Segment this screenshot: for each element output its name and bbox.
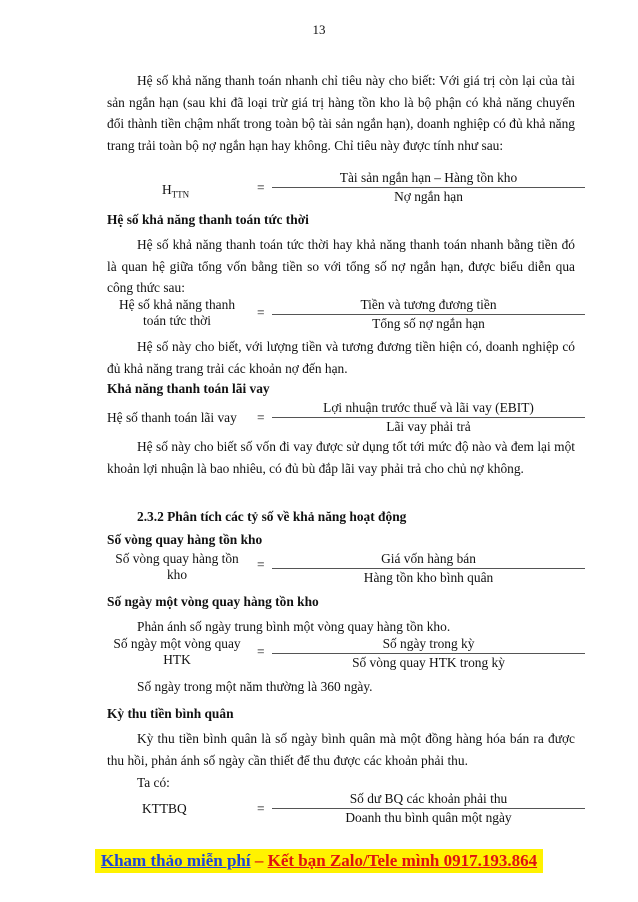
formula-inventory-turnover-lhs — [107, 551, 247, 583]
formula-immediate-lhs-line2: toán tức thời — [143, 313, 211, 328]
formula-inventory-turnover-numerator: Giá vốn hàng bán — [381, 551, 476, 566]
formula-httn-lhs-sub: TTN — [171, 189, 190, 200]
formula-inventory-turnover — [107, 551, 585, 587]
inventory-days-paragraph: Phản ánh số ngày trung bình một vòng quay hàng tồn kho. — [137, 619, 451, 634]
formula-inventory-days-denominator: Số vòng quay HTK trong kỳ — [352, 655, 505, 670]
immediate-paragraph: Hệ số khả năng thanh toán tức thời hay khả năng thanh toán nhanh bằng tiền đó là quan hệ giữa tổng vốn bằng tiền so với tổng số nợ ngắn hạn, được biểu diễn qua công thức sau: — [107, 237, 575, 295]
formula-collection-eq: = — [257, 801, 265, 816]
formula-httn-lhs-main: H — [162, 182, 172, 197]
formula-inventory-turnover-lhs-line1: Số vòng quay hàng tồn — [115, 551, 239, 566]
promo-dash: – — [250, 851, 268, 870]
formula-inventory-days-lhs — [107, 636, 247, 668]
formula-httn-fraction-line — [272, 187, 585, 188]
formula-immediate-fraction-line — [272, 314, 585, 315]
formula-httn — [107, 170, 585, 206]
heading-activity: 2.3.2 Phân tích các tỷ số về khả năng hoạt động — [137, 509, 407, 524]
formula-interest-fraction-line — [272, 417, 585, 418]
heading-collection: Kỳ thu tiền bình quân — [107, 706, 234, 721]
intro-paragraph: Hệ số khả năng thanh toán nhanh chỉ tiêu này cho biết: Với giá trị còn lại của tài sản ngắn hạn (sau khi đã loại trừ giá trị hàng tồn kho là bộ phận có khả năng chuyển đổi thành tiền chậm nhất trong toàn bộ tài sản ngắn hạn), doanh nghiệp có đủ khả năng trang trải toàn bộ nợ ngắn hạn hay không. Chỉ tiêu này được tính như sau: — [107, 73, 575, 153]
heading-immediate: Hệ số khả năng thanh toán tức thời — [107, 212, 309, 227]
formula-immediate — [107, 297, 585, 333]
promo-link-contact[interactable]: Kết bạn Zalo/Tele mình 0917.193.864 — [267, 851, 538, 870]
immediate-after-paragraph: Hệ số này cho biết, với lượng tiền và tương đương tiền hiện có, doanh nghiệp có đủ khả năng trang trải các khoản nợ đến hạn. — [107, 339, 575, 376]
interest-after-paragraph: Hệ số này cho biết số vốn đi vay được sử dụng tốt tới mức độ nào và đem lại một khoản lợi nhuận là bao nhiêu, có đủ bù đắp lãi vay phải trả cho chủ nợ không. — [107, 439, 575, 476]
formula-inventory-turnover-denominator: Hàng tồn kho bình quân — [363, 570, 494, 585]
formula-inventory-days-lhs-line2: HTK — [163, 652, 191, 667]
formula-collection-numerator: Số dư BQ các khoản phải thu — [349, 791, 508, 806]
promo-banner — [0, 849, 638, 873]
formula-inventory-days-fraction-line — [272, 653, 585, 654]
formula-collection — [107, 791, 585, 827]
formula-interest-eq: = — [257, 410, 265, 425]
formula-inventory-days-lhs-line1: Số ngày một vòng quay — [113, 636, 241, 651]
formula-inventory-turnover-lhs-line2: kho — [166, 567, 188, 582]
formula-interest-lhs: Hệ số thanh toán lãi vay — [107, 410, 237, 425]
formula-inventory-turnover-eq: = — [257, 557, 265, 572]
heading-inventory-days: Số ngày một vòng quay hàng tồn kho — [107, 594, 319, 609]
collection-paragraph: Kỳ thu tiền bình quân là số ngày bình quân mà một đồng hàng hóa bán ra được thu hồi, phản ánh số ngày cần thiết để thu được các khoản phải thu. — [107, 731, 575, 768]
formula-httn-eq: = — [257, 180, 265, 195]
formula-inventory-days-eq: = — [257, 644, 265, 659]
heading-interest: Khả năng thanh toán lãi vay — [107, 381, 270, 396]
formula-collection-denominator: Doanh thu bình quân một ngày — [345, 810, 512, 825]
inventory-days-after-paragraph: Số ngày trong một năm thường là 360 ngày. — [137, 679, 373, 694]
formula-immediate-denominator: Tổng số nợ ngắn hạn — [372, 316, 485, 331]
page-number: 13 — [312, 22, 326, 37]
formula-inventory-days — [107, 636, 585, 672]
formula-httn-numerator: Tài sản ngắn hạn – Hàng tồn kho — [339, 170, 518, 185]
formula-interest-numerator: Lợi nhuận trước thuế và lãi vay (EBIT) — [323, 400, 534, 415]
formula-httn-denominator: Nợ ngắn hạn — [394, 189, 463, 204]
formula-interest-denominator: Lãi vay phải trả — [386, 419, 471, 434]
formula-inventory-days-numerator: Số ngày trong kỳ — [382, 636, 475, 651]
formula-collection-fraction-line — [272, 808, 585, 809]
formula-immediate-lhs — [107, 297, 247, 329]
promo-link-free[interactable]: Kham thảo miễn phí — [100, 851, 251, 870]
formula-httn-lhs — [162, 182, 189, 203]
formula-collection-lhs: KTTBQ — [142, 801, 187, 816]
formula-immediate-eq: = — [257, 305, 265, 320]
promo-banner-box — [95, 849, 543, 873]
collection-taco: Ta có: — [137, 775, 170, 790]
heading-inventory-turnover: Số vòng quay hàng tồn kho — [107, 532, 263, 547]
formula-inventory-turnover-fraction-line — [272, 568, 585, 569]
formula-immediate-lhs-line1: Hệ số khả năng thanh — [118, 297, 236, 312]
formula-interest — [107, 400, 585, 436]
formula-immediate-numerator: Tiền và tương đương tiền — [360, 297, 497, 312]
